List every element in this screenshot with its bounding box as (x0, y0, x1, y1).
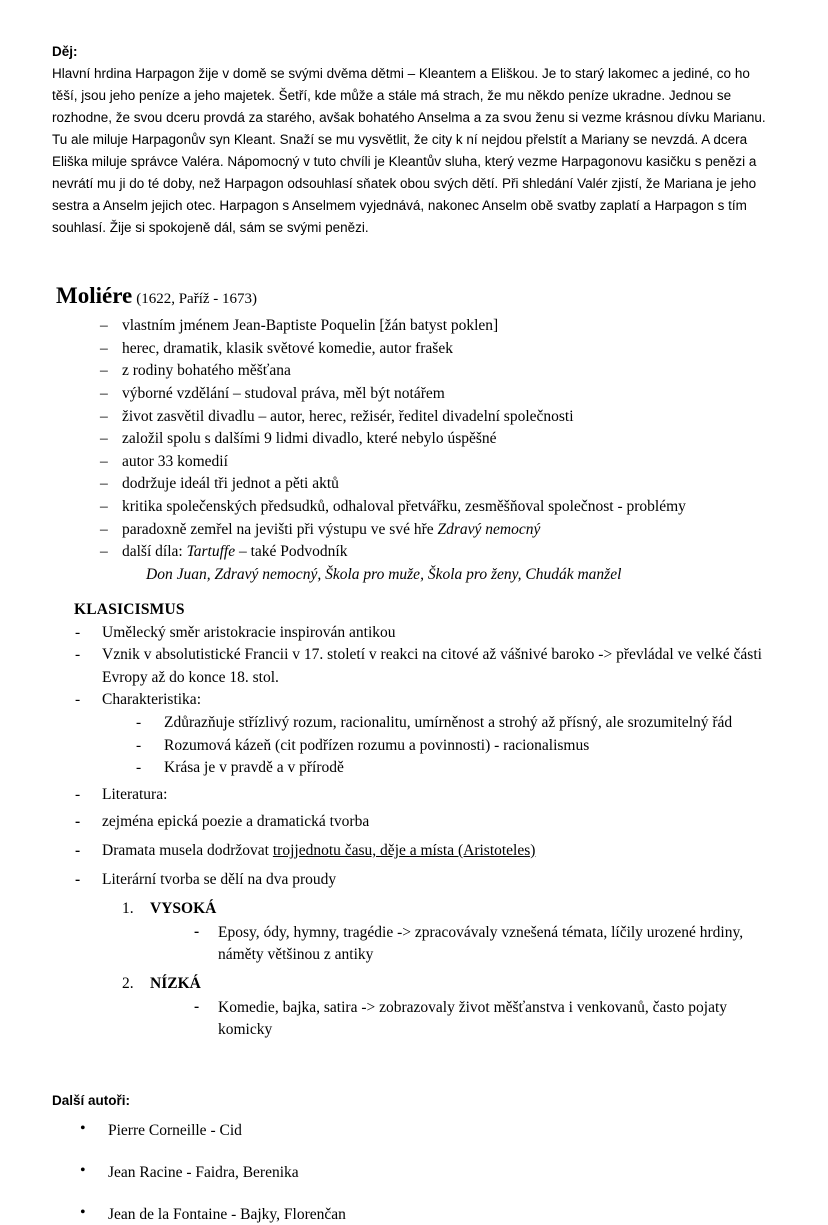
list-item: • Pierre Corneille - Cid (80, 1120, 776, 1142)
stream-detail-list (150, 922, 776, 966)
intro-section (52, 44, 776, 239)
works-suffix: – také Podvodník (235, 543, 348, 561)
death-play-title: Zdravý nemocný (437, 520, 541, 538)
list-item: - Literární tvorba se dělí na dva proudy (72, 865, 776, 894)
drama-prefix: Dramata musela dodržovat (102, 841, 273, 859)
streams-list (52, 897, 776, 1042)
list-item: - Rozumová kázeň (cit podřízen rozumu a povinnosti) - racionalismus (136, 735, 776, 758)
list-item: – z rodiny bohatého měšťana (100, 360, 776, 383)
list-item-works (100, 541, 776, 564)
author-dates: (1622, Paříž - 1673) (136, 291, 258, 307)
author-name: Moliére (56, 283, 133, 308)
intro-paragraph: Hlavní hrdina Harpagon žije v domě se svými dvěma dětmi – Kleantem a Eliškou. Je to starý lakomec a jediné, co ho těší, jsou jeho peníze a jeho majetek. Šetří, kde může a stále má strach, že mu někdo peníze ukradne. Jednou se rozhodne, že svou dceru provdá za starého, avšak bohatého Anselma a za svou ženu si vezme krásnou dívku Marianu. Tu ale miluje Harpagonův syn Kleant. Snaží se mu vysvětlit, že city k ní nejdou přelstít a Mariany se nevzdá. A dcera Eliška miluje správce Valéra. Nápomocný v tuto chvíli je Kleantův sluha, který vezme Harpagonovu kasičku s penězi a nevrátí mu ji do té doby, než Harpagon odsouhlasí sňatek obou svých dětí. Při shledání Valér zjistí, že Mariana je jeho sestra a Anselm jejich otec. Harpagon s Anselmem vyjednává, nakonec Anselm obě svatby zaplatí a Harpagon s tím souhlasí. Žije si spokojeně dál, sám se svými penězi. (52, 66, 766, 235)
works-prefix: další díla: (122, 543, 187, 561)
list-item: – výborné vzdělání – studoval práva, měl být notářem (100, 383, 776, 406)
list-item-death (100, 519, 776, 542)
list-item: – založil spolu s dalšími 9 lidmi divadlo, které nebylo úspěšné (100, 428, 776, 451)
list-item: – herec, dramatik, klasik světové komedie, autor frašek (100, 338, 776, 361)
stream-detail-list (150, 997, 776, 1041)
list-item: – život zasvětil divadlu – autor, herec, režisér, ředitel divadelní společnosti (100, 406, 776, 429)
list-item: – vlastním jménem Jean-Baptiste Poquelin [žán batyst poklen] (100, 315, 776, 338)
works-title: Tartuffe (186, 543, 236, 561)
list-item: – kritika společenských předsudků, odhaloval přetvářku, zesměšňoval společnost - problémy (100, 496, 776, 519)
drama-underlined: trojjednotu času, děje a místa (Aristoteles) (272, 841, 536, 859)
klasicismus-points-list (52, 622, 776, 713)
list-item: – dodržuje ideál tři jednot a pěti aktů (100, 473, 776, 496)
author-section (52, 283, 776, 587)
list-item: - Komedie, bajka, satira -> zobrazovaly život měšťanstva i venkovanů, často pojaty komicky (194, 997, 776, 1041)
list-item: • Jean de la Fontaine - Bajky, Florenčan (80, 1204, 776, 1225)
stream-item-low (122, 972, 776, 1041)
list-item: – autor 33 komedií (100, 451, 776, 474)
intro-heading: Děj: (52, 44, 78, 59)
list-item: - Krása je v pravdě a v přírodě (136, 757, 776, 780)
death-text: paradoxně zemřel na jevišti při výstupu ve své hře (122, 520, 438, 538)
further-authors-section (52, 1093, 776, 1225)
stream-label: VYSOKÁ (150, 899, 217, 917)
section-title-klasicismus: KLASICISMUS (74, 600, 185, 618)
further-authors-list (52, 1120, 776, 1225)
further-authors-heading: Další autoři: (52, 1093, 131, 1109)
literature-points-list (52, 807, 776, 895)
list-item: - Charakteristika: (72, 689, 776, 712)
characteristics-list (52, 712, 776, 780)
list-item: - Vznik v absolutistické Francii v 17. století v reakci na citové až vášnivé baroko -> převládal ve velké části Evropy až do konce 18. stol. (72, 644, 776, 689)
literature-label-list (52, 784, 776, 807)
list-item: - Umělecký směr aristokracie inspirován antikou (72, 622, 776, 645)
klasicismus-section (52, 601, 776, 1042)
list-item: - zejména epická poezie a dramatická tvorba (72, 807, 776, 836)
list-item-drama (72, 836, 776, 865)
list-item: - Zdůrazňuje střízlivý rozum, racionalitu, umírněnost a strohý až přísný, ale srozumitelný řád (136, 712, 776, 735)
list-item: • Jean Racine - Faidra, Berenika (80, 1162, 776, 1184)
works-second-line: Don Juan, Zdravý nemocný, Škola pro muže, Škola pro ženy, Chudák manžel (146, 565, 622, 583)
stream-label: NÍZKÁ (150, 975, 201, 993)
list-item: - Eposy, ódy, hymny, tragédie -> zpracovávaly vznešená témata, líčily urozené hrdiny, náměty většinou z antiky (194, 922, 776, 966)
stream-item-high (122, 897, 776, 966)
author-facts-list (56, 315, 776, 564)
list-item: - Literatura: (72, 784, 776, 807)
